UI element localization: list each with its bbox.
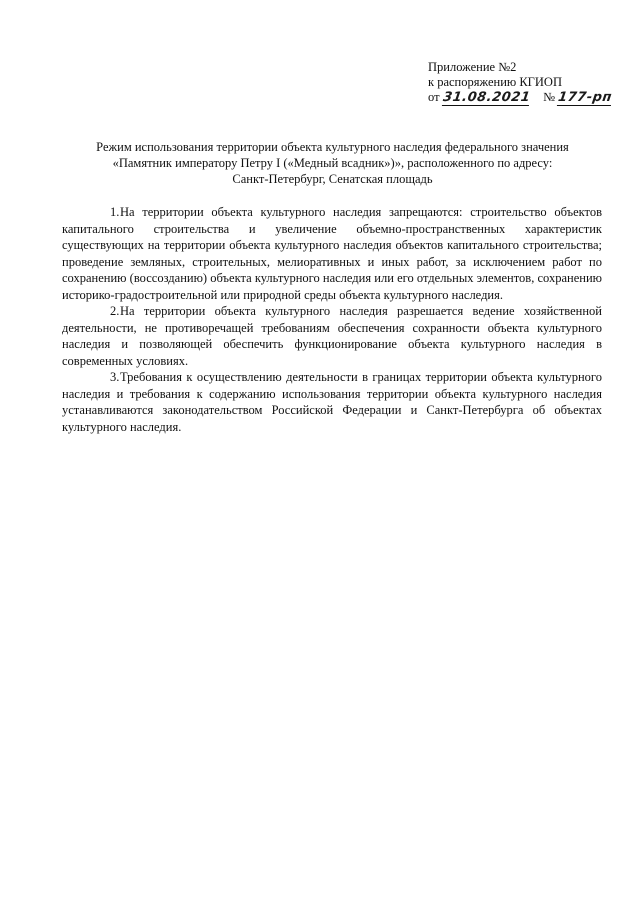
title-line-1: Режим использования территории объекта культурного наследия федерального значения xyxy=(96,140,569,154)
paragraph-1 xyxy=(62,204,602,303)
document-title xyxy=(60,139,605,187)
handwritten-date: 31.08.2021 xyxy=(441,90,532,105)
paragraph-number: 3. xyxy=(110,370,120,384)
title-line-2: «Памятник императору Петру I («Медный всадник»)», расположенного по адресу: xyxy=(112,156,553,170)
paragraph-number: 2. xyxy=(110,304,120,318)
number-prefix: № xyxy=(543,90,555,104)
paragraph-text: На территории объекта культурного наследия запрещаются: строительство объектов капитального строительства и увеличение объемно-пространственных характеристик существующих на территории объекта культурного наследия объектов капитального строительства; проведение земляных, строительных, мелиоративных и иных работ, за исключением работ по сохранению (воссозданию) объекта культурного наследия или его отдельных элементов, сохранению историко-градостроительной или природной среды объекта культурного наследия. xyxy=(62,205,602,302)
appendix-number: Приложение №2 xyxy=(428,60,517,74)
paragraph-3 xyxy=(62,369,602,435)
handwritten-order-number: 177-рп xyxy=(557,90,614,105)
paragraph-2 xyxy=(62,303,602,369)
appendix-header xyxy=(428,60,618,106)
paragraph-text: Требования к осуществлению деятельности в границах территории объекта культурного наследия и требования к содержанию использования территории объекта культурного наследия устанавливаются законодательством Российской Федерации и Санкт-Петербурга об объектах культурного наследия. xyxy=(62,370,602,434)
appendix-date-number-line xyxy=(428,90,618,106)
paragraph-text: На территории объекта культурного наследия разрешается ведение хозяйственной деятельности, не противоречащей требованиям обеспечения сохранности объекта культурного наследия и позволяющей обеспечить функционирование объекта культурного наследия в современных условиях. xyxy=(62,304,602,368)
date-prefix: от xyxy=(428,90,440,104)
title-line-3: Санкт-Петербург, Сенатская площадь xyxy=(232,172,433,186)
document-body xyxy=(62,204,602,435)
paragraph-number: 1. xyxy=(110,205,120,219)
appendix-order-reference: к распоряжению КГИОП xyxy=(428,75,562,89)
